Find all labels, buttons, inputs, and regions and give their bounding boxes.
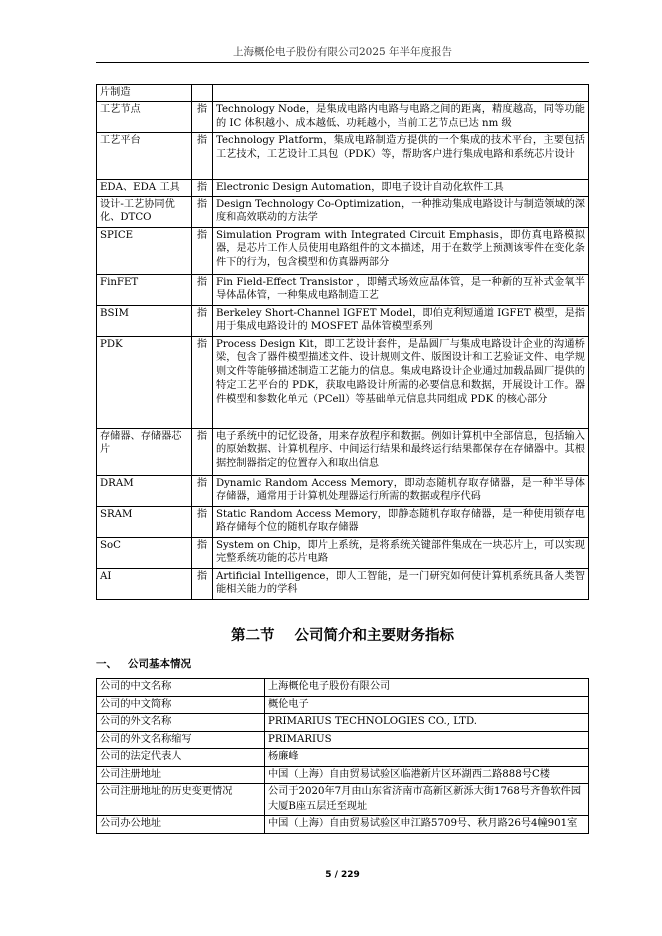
table-row xyxy=(97,731,589,749)
section-title xyxy=(96,624,589,645)
definition-cell: Electronic Design Automation，即电子设计自动化软件工具 xyxy=(213,179,589,196)
info-value: 中国（上海）自由贸易试验区申江路5709号、秋月路26号4幢901室 xyxy=(265,816,589,834)
zhi-cell: 指 xyxy=(192,227,213,274)
term-cell: 存储器、存储器芯片 xyxy=(97,428,192,475)
term-cell: 片制造 xyxy=(97,85,192,102)
definition-cell: Simulation Program with Integrated Circuit Emphasis，即仿真电路模拟器，是芯片工作人员使用电路组件的文本描述，用于在数学上预测该零件在变化条件下的行为，包含模型和仿真器两部分 xyxy=(213,227,589,274)
zhi-cell xyxy=(192,85,213,102)
definition-cell: Static Random Access Memory，即静态随机存取存储器，是一种使用锁存电路存储每个位的随机存取存储器 xyxy=(213,506,589,537)
subsection-heading xyxy=(96,656,191,671)
table-row xyxy=(97,506,589,537)
table-row xyxy=(97,132,589,179)
table-row xyxy=(97,227,589,274)
info-value: PRIMARIUS TECHNOLOGIES CO., LTD. xyxy=(265,714,589,732)
table-row xyxy=(97,336,589,428)
info-label: 公司的外文名称 xyxy=(97,714,265,732)
term-cell: 工艺平台 xyxy=(97,132,192,179)
table-row xyxy=(97,766,589,784)
info-label: 公司办公地址 xyxy=(97,816,265,834)
table-row xyxy=(97,568,589,599)
zhi-cell: 指 xyxy=(192,506,213,537)
table-row xyxy=(97,537,589,568)
page-header: 上海概伦电子股份有限公司2025 年半年度报告 xyxy=(232,46,453,58)
zhi-cell: 指 xyxy=(192,179,213,196)
table-row xyxy=(97,196,589,227)
term-cell: EDA、EDA 工具 xyxy=(97,179,192,196)
table-row xyxy=(97,784,589,816)
company-info-table xyxy=(96,678,589,834)
definition-cell: Design Technology Co-Optimization，一种推动集成电路设计与制造领域的深度和高效联动的方法学 xyxy=(213,196,589,227)
zhi-cell: 指 xyxy=(192,428,213,475)
definition-cell: Fin Field-Effect Transistor ，即鳍式场效应晶体管，是一种新的互补式金氧半导体晶体管，一种集成电路制造工艺 xyxy=(213,274,589,305)
info-value: PRIMARIUS xyxy=(265,731,589,749)
term-cell: SPICE xyxy=(97,227,192,274)
table-row xyxy=(97,816,589,834)
table-row xyxy=(97,749,589,767)
definition-cell: Process Design Kit，即工艺设计套件，是晶圆厂与集成电路设计企业的沟通桥梁，包含了器件模型描述文件、设计规则文件、版图设计和工艺验证文件、电学规则文件等能够描述制造工艺能力的信息。集成电路设计企业通过加载晶圆厂提供的特定工艺平台的 PDK，获取电路设计所需的必要信息和数据，开展设计工作。器件模型和参数化单元（PCell）等基础单元信息共同组成 PDK 的核心部分 xyxy=(213,336,589,428)
zhi-cell: 指 xyxy=(192,132,213,179)
info-value: 中国（上海）自由贸易试验区临港新片区环湖西二路888号C楼 xyxy=(265,766,589,784)
table-row xyxy=(97,274,589,305)
subsection-number: 一、 xyxy=(96,658,117,670)
info-label: 公司的法定代表人 xyxy=(97,749,265,767)
table-row xyxy=(97,696,589,714)
definition-cell: Artificial Intelligence，即人工智能，是一门研究如何使计算机系统具备人类智能相关能力的学科 xyxy=(213,568,589,599)
definition-cell: 电子系统中的记忆设备，用来存放程序和数据。例如计算机中全部信息，包括输入的原始数据、计算机程序、中间运行结果和最终运行结果都保存在存储器中。其根据控制器指定的位置存入和取出信息 xyxy=(213,428,589,475)
definitions-table xyxy=(96,84,589,600)
info-value: 概伦电子 xyxy=(265,696,589,714)
info-label: 公司的中文名称 xyxy=(97,679,265,697)
subsection-title: 公司基本情况 xyxy=(128,658,191,670)
zhi-cell: 指 xyxy=(192,537,213,568)
term-cell: AI xyxy=(97,568,192,599)
zhi-cell: 指 xyxy=(192,305,213,336)
info-value: 杨廉峰 xyxy=(265,749,589,767)
table-row xyxy=(97,679,589,697)
info-value: 上海概伦电子股份有限公司 xyxy=(265,679,589,697)
term-cell: 工艺节点 xyxy=(97,101,192,132)
zhi-cell: 指 xyxy=(192,568,213,599)
definition-cell: Dynamic Random Access Memory，即动态随机存取存储器，是一种半导体存储器，通常用于计算机处理器运行所需的数据或程序代码 xyxy=(213,475,589,506)
zhi-cell: 指 xyxy=(192,475,213,506)
table-row xyxy=(97,101,589,132)
definition-cell: Technology Node，是集成电路内电路与电路之间的距离，精度越高，同等功能的 IC 体积越小、成本越低、功耗越小，当前工艺节点已达 nm 级 xyxy=(213,101,589,132)
header-rule xyxy=(96,62,589,63)
info-label: 公司注册地址 xyxy=(97,766,265,784)
term-cell: SoC xyxy=(97,537,192,568)
page-number: 5 / 229 xyxy=(325,870,360,880)
definition-cell xyxy=(213,85,589,102)
zhi-cell: 指 xyxy=(192,196,213,227)
table-row xyxy=(97,85,589,102)
table-row xyxy=(97,714,589,732)
zhi-cell: 指 xyxy=(192,101,213,132)
table-row xyxy=(97,179,589,196)
info-label: 公司的中文简称 xyxy=(97,696,265,714)
definition-cell: Technology Platform，集成电路制造方提供的一个集成的技术平台，主要包括工艺技术，工艺设计工具包（PDK）等，帮助客户进行集成电路和系统芯片设计 xyxy=(213,132,589,179)
table-row xyxy=(97,475,589,506)
section-name: 公司简介和主要财务指标 xyxy=(294,628,454,644)
table-row xyxy=(97,428,589,475)
info-value: 公司于2020年7月由山东省济南市高新区新泺大街1768号齐鲁软件园大厦B座五层迁至现址 xyxy=(265,784,589,816)
section-number: 第二节 xyxy=(231,628,275,644)
term-cell: DRAM xyxy=(97,475,192,506)
zhi-cell: 指 xyxy=(192,336,213,428)
term-cell: PDK xyxy=(97,336,192,428)
info-label: 公司的外文名称缩写 xyxy=(97,731,265,749)
term-cell: BSIM xyxy=(97,305,192,336)
table-row xyxy=(97,305,589,336)
definition-cell: System on Chip，即片上系统，是将系统关键部件集成在一块芯片上，可以实现完整系统功能的芯片电路 xyxy=(213,537,589,568)
term-cell: SRAM xyxy=(97,506,192,537)
term-cell: 设计-工艺协同优化、DTCO xyxy=(97,196,192,227)
definition-cell: Berkeley Short-Channel IGFET Model，即伯克利短通道 IGFET 模型，是指用于集成电路设计的 MOSFET 晶体管模型系列 xyxy=(213,305,589,336)
zhi-cell: 指 xyxy=(192,274,213,305)
info-label: 公司注册地址的历史变更情况 xyxy=(97,784,265,816)
term-cell: FinFET xyxy=(97,274,192,305)
